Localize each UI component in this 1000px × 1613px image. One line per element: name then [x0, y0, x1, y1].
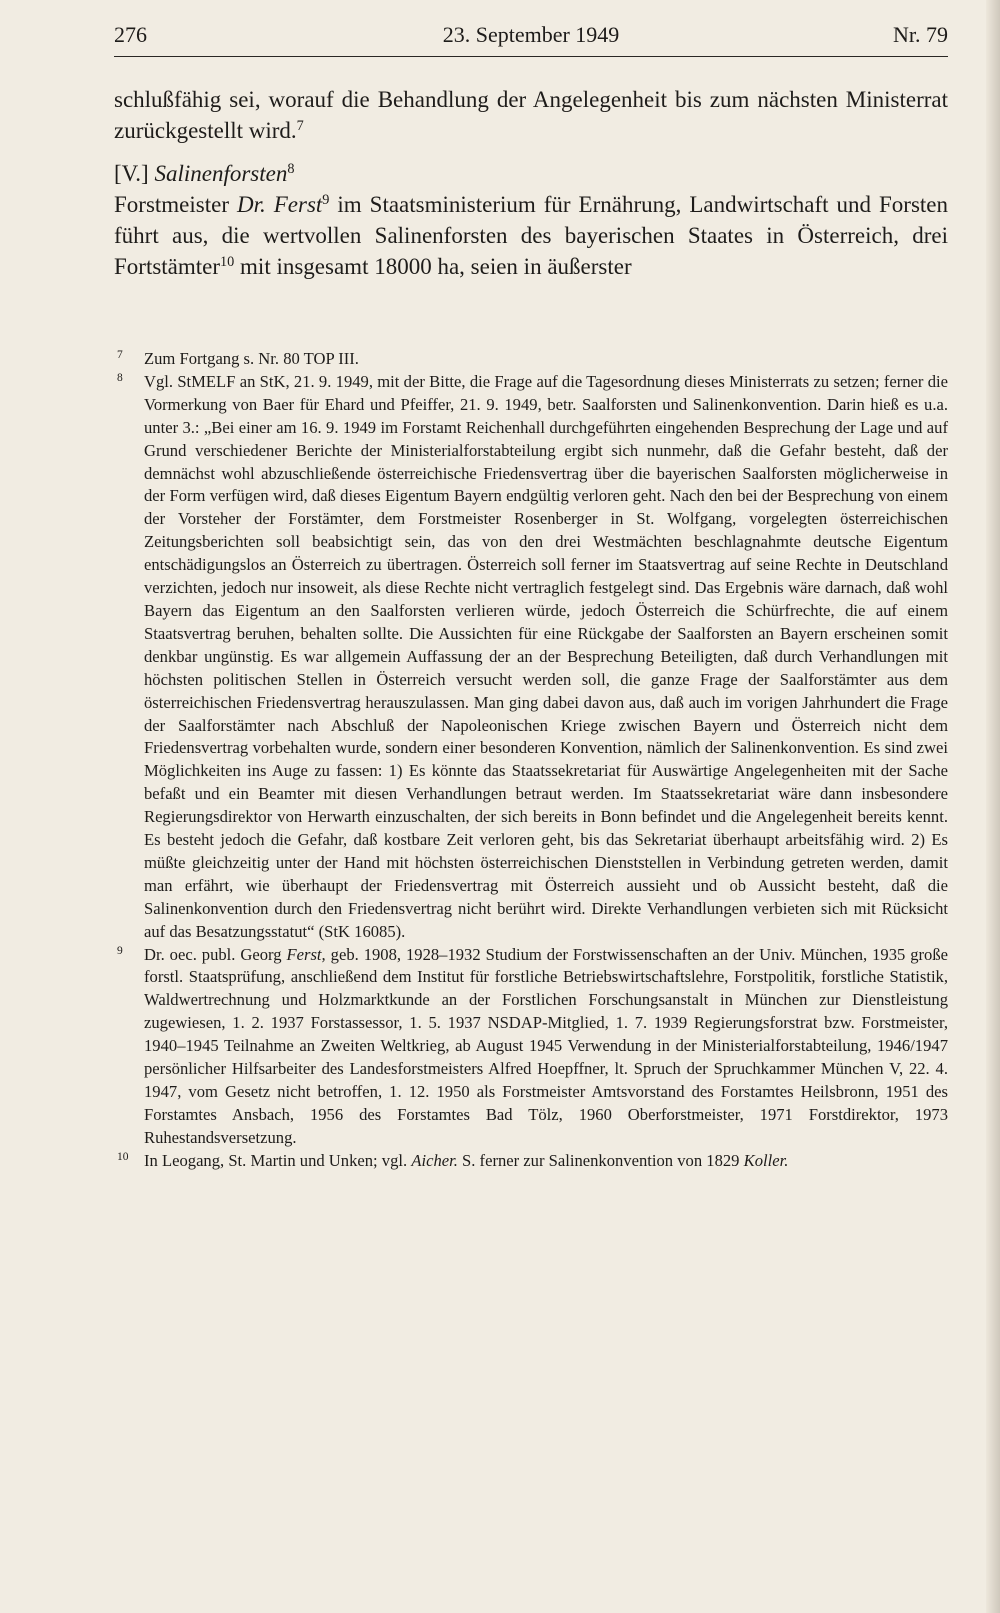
- paragraph-1: [114, 84, 948, 146]
- paragraph-2-text-a: Forstmeister: [114, 192, 229, 217]
- footnote-text: [144, 1150, 948, 1173]
- footnote-number: 8: [117, 371, 123, 384]
- footnote-text: Zum Fortgang s. Nr. 80 TOP III.: [144, 349, 359, 368]
- footnote-8: [114, 371, 948, 944]
- footnote-ref-9[interactable]: 9: [322, 192, 330, 209]
- footnote-ref-7[interactable]: 7: [296, 118, 304, 135]
- page-edge: [986, 0, 1000, 1613]
- footnote-10-mid: S. ferner zur Salinenkonvention von 1829: [462, 1150, 740, 1170]
- footnote-text: Vgl. StMELF an StK, 21. 9. 1949, mit der Bitte, die Frage auf die Tagesordnung dieses Ministerrats zu setzen; ferner die Vormerkung von Baer für Ehard und Pfeiffer, 21. 9. 1949, betr. Saalforsten und Salinenkonvention. Darin hieß es u.a. unter 3.: „Bei einer am 16. 9. 1949 im Forstamt Reichenhall durchgeführten eingehenden Besprechung der Lage und auf Grund verschiedener Berichte der Ministerialforstabteilung ergibt sich nunmehr, daß die Gefahr besteht, daß der demnächst wohl abzuschließende österreichische Friedensvertrag über die bayerischen Saalforsten möglicherweise in der Form verfügen wird, daß dieses Eigentum Bayern endgültig verloren geht. Nach den bei der Besprechung von einem der Vorsteher der Forstämter, dem Forstmeister Rosenberger in St. Wolfgang, vorgelegten österreichischen Zeitungsberichten soll beabsichtigt sein, das von den drei Westmächten beschlagnahmte deutsche Eigentum entschädigungslos an Österreich zu übertragen. Österreich soll ferner im Staatsvertrag auf seine Rechte in Deutschland verzichten, jedoch nur insoweit, als diese Rechte nicht vertraglich festgelegt sind. Das Ergebnis wäre darnach, daß wohl Bayern das Eigentum an den Saalforsten verlieren würde, jedoch Österreich die Schürfrechte, die auf einem Staatsvertrag beruhen, behalten sollte. Die Aussichten für eine Rückgabe der Saalforsten an Bayern erscheinen somit denkbar ungünstig. Es war allgemein Auffassung der an der Besprechung Beteiligten, daß durch Verhandlungen mit höchsten politischen Stellen in Österreich versucht werden soll, die ganze Frage der Saalforstämter aus dem österreichischen Friedensvertrag herauszulassen. Man ging dabei davon aus, daß auch im vorigen Jahrhundert die Frage der Saalforstämter nach Abschluß der Napoleonischen Kriege zwischen Bayern und Österreich nicht dem Friedensvertrag vorbehalten wurde, sondern einer besonderen Konvention, nämlich der Salinenkonvention. Es sind zwei Möglichkeiten ins Auge zu fassen: 1) Es könnte das Staatssekretariat für Auswärtige Angelegenheiten mit der Sache befaßt und ein Beamter mit diesen Verhandlungen betraut werden. Im Staatssekretariat wäre dann insbesondere Regierungsdirektor von Herwarth einzuschalten, der sich bereits in Bonn befindet und die Angelegenheit bereits kennt. Es besteht jedoch die Gefahr, daß kostbare Zeit verloren geht, bis das Sekretariat überhaupt arbeitsfähig wird. 2) Es müßte gleichzeitig unter der Hand mit höchsten österreichischen Dienststellen in Verbindung getreten werden, damit man erfährt, wie überhaupt der Friedensvertrag mit Österreich aussieht und ob Aussicht besteht, daß die Salinenkonvention durch den Friedensvertrag nicht berührt wird. Direkte Verhandlungen verbieten sich mit Rücksicht auf das Besatzungsstatut“ (StK 16085).: [144, 371, 948, 941]
- footnote-10: [114, 1150, 948, 1173]
- section-label: [V.]: [114, 161, 149, 186]
- footnote-ref-8[interactable]: 8: [287, 161, 295, 178]
- footnotes: [114, 348, 948, 1173]
- paragraph-1-text: schlußfähig sei, worauf die Behandlung der Angelegenheit bis zum nächsten Ministerrat zurückgestellt wird.: [114, 87, 948, 143]
- footnote-ref-10[interactable]: 10: [220, 254, 235, 271]
- footnote-9-bio: geb. 1908, 1928–1932 Studium der Forstwissenschaften an der Univ. München, 1935 große forstl. Staatsprüfung, anschließend dem Institut für forstliche Betriebswirtschaftslehre, Forstpolitik, forstliche Statistik, Waldwertrechnung und Holzmarktkunde an der Forstlichen Forschungsanstalt in München zur Dienstleistung zugewiesen, 1. 2. 1937 Forstassessor, 1. 5. 1937 NSDAP-Mitglied, 1. 7. 1939 Regierungsforstrat bzw. Forstmeister, 1940–1945 Teilnahme an Zweiten Weltkrieg, ab August 1945 Verwendung in der Ministerialforstabteilung, 1946/1947 persönlicher Hilfsarbeiter des Landesforstmeisters Alfred Hoepffner, lt. Spruch der Spruchkammer München V, 22. 4. 1947, vom Gesetz nicht betroffen, 1. 12. 1950 als Forstmeister Amtsvorstand des Forstamtes Heilsbronn, 1951 des Forstamtes Ansbach, 1956 des Forstamtes Bad Tölz, 1960 Oberforstmeister, 1971 Forstdirektor, 1973 Ruhestandsversetzung.: [144, 944, 949, 1147]
- main-text: [114, 84, 948, 282]
- paragraph-2-text-b: im Staatsministerium für Ernährung, Landwirtschaft und Forsten führt aus, die wertvollen Salinenforsten des bayerischen Staates in Österreich, drei Fortstämter: [114, 192, 949, 279]
- footnote-9-pre: Dr. oec. publ. Georg: [144, 944, 282, 964]
- footnote-7: [114, 348, 948, 371]
- header-rule: [114, 56, 948, 57]
- issue-number: Nr. 79: [893, 22, 948, 47]
- section-heading: [114, 158, 948, 189]
- footnote-10-ref2: Koller.: [743, 1150, 789, 1170]
- section-title: Salinenforsten: [154, 161, 288, 186]
- person-title: Dr.: [236, 192, 266, 217]
- paragraph-2-text-c: mit insgesamt 18000 ha, seien in äußerster: [240, 254, 632, 279]
- running-header: [114, 22, 948, 56]
- footnote-number: 9: [117, 944, 123, 957]
- header-date: 23. September 1949: [442, 22, 620, 47]
- footnote-10-ref: Aicher.: [411, 1150, 458, 1170]
- footnote-number: 10: [117, 1150, 129, 1163]
- footnote-text: [144, 944, 948, 1150]
- person-name: Ferst: [273, 192, 323, 217]
- footnote-9: [114, 944, 948, 1150]
- page-number: 276: [114, 22, 147, 47]
- paragraph-2: [114, 189, 948, 282]
- footnote-number: 7: [117, 349, 123, 361]
- footnote-10-pre: In Leogang, St. Martin und Unken; vgl.: [144, 1150, 408, 1170]
- footnote-9-name: Ferst,: [286, 944, 326, 964]
